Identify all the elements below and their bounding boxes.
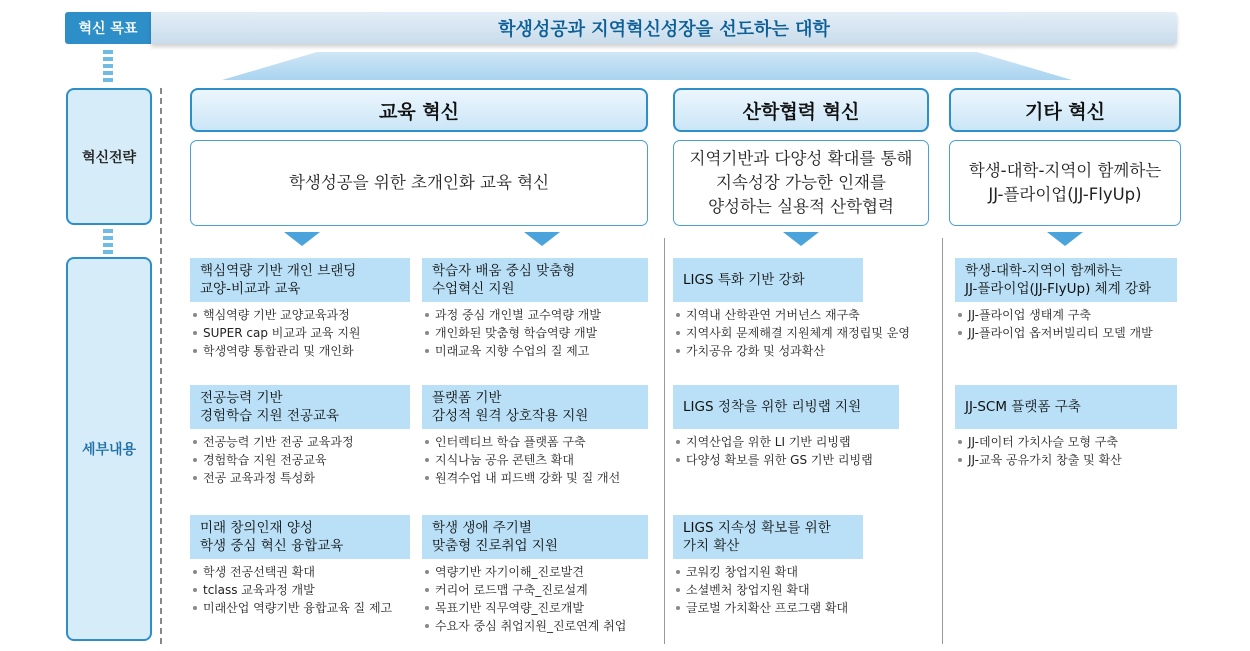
bullet: JJ-플라이업 옵저버빌리티 모델 개발 xyxy=(955,324,1177,342)
title-line: 플랫폼 기반 xyxy=(432,389,502,406)
bullet: 지역산업을 위한 LI 기반 리빙랩 xyxy=(673,433,929,451)
title-line: 경험학습 지원 전공교육 xyxy=(200,408,339,424)
strategy-line: 지역기반과 다양성 확대를 통해 xyxy=(689,149,913,169)
bullet: 커리어 로드맵 구축_진로설계 xyxy=(422,581,648,599)
down-arrow-icon xyxy=(284,232,320,246)
title-line: 전공능력 기반 xyxy=(200,389,283,406)
detail-item xyxy=(955,385,1177,469)
connector-dots xyxy=(103,50,115,85)
bullet: 지역내 산학관연 거버넌스 재구축 xyxy=(673,306,929,324)
detail-item xyxy=(673,515,929,617)
strategy-line: 지속성장 가능한 인재를 xyxy=(716,173,886,193)
detail-item xyxy=(190,515,410,617)
detail-item-bullets xyxy=(422,433,648,487)
detail-item-title xyxy=(955,385,1177,429)
divider xyxy=(942,238,943,644)
title-line: LIGS 특화 기반 강화 xyxy=(683,271,805,288)
title-line: 학생-대학-지역이 함께하는 xyxy=(965,262,1123,279)
title-line: 교양-비교과 교육 xyxy=(200,281,301,297)
title-line: JJ-SCM 플랫폼 구축 xyxy=(965,398,1081,415)
bullet: 소셜벤처 창업지원 확대 xyxy=(673,581,929,599)
header-other: 기타 혁신 xyxy=(949,88,1181,132)
detail-item xyxy=(673,385,929,469)
detail-item-title xyxy=(190,515,410,559)
detail-item-title xyxy=(422,515,648,559)
bullet: JJ-교육 공유가치 창출 및 확산 xyxy=(955,451,1177,469)
strategy-education xyxy=(190,140,648,226)
bullet: 가치공유 강화 및 성과확산 xyxy=(673,342,929,360)
detail-item xyxy=(955,258,1177,342)
bullet: 원격수업 내 피드백 강화 및 질 개선 xyxy=(422,469,648,487)
divider xyxy=(664,238,665,644)
down-arrow-icon xyxy=(783,232,819,246)
title-line: 가치 확산 xyxy=(683,538,740,554)
title-line: JJ-플라이업(JJ-FlyUp) 체계 강화 xyxy=(965,281,1152,297)
goal-fan-shape xyxy=(222,52,1072,80)
detail-item-title xyxy=(673,385,899,429)
title-line: 핵심역량 기반 개인 브랜딩 xyxy=(200,262,357,279)
bullet: tclass 교육과정 개발 xyxy=(190,581,410,599)
detail-item-bullets xyxy=(673,563,929,617)
strategy-line: 양성하는 실용적 산학협력 xyxy=(708,196,894,216)
strategy-line: 학생성공을 위한 초개인화 교육 혁신 xyxy=(288,173,550,193)
divider xyxy=(160,88,162,644)
title-line: 맞춤형 진로취업 지원 xyxy=(432,538,558,554)
bullet: 개인화된 맞춤형 학습역량 개발 xyxy=(422,324,648,342)
detail-item-bullets xyxy=(190,563,410,617)
detail-item xyxy=(673,258,929,360)
detail-item-title xyxy=(673,258,863,302)
detail-item-bullets xyxy=(422,306,648,360)
detail-item-bullets xyxy=(190,306,410,360)
title-line: 학생 중심 혁신 융합교육 xyxy=(200,538,344,554)
detail-item-bullets xyxy=(673,306,929,360)
side-label-strategy: 혁신전략 xyxy=(66,88,152,225)
bullet: JJ-데이터 가치사슬 모형 구축 xyxy=(955,433,1177,451)
bullet: 학생역량 통합관리 및 개인화 xyxy=(190,342,410,360)
detail-item-title xyxy=(673,515,863,559)
detail-item xyxy=(190,385,410,487)
strategy-industry xyxy=(673,140,929,226)
strategy-line: JJ-플라이업(JJ-FlyUp) xyxy=(988,185,1142,204)
bullet: 역량기반 자기이해_진로발견 xyxy=(422,563,648,581)
title-line: LIGS 정착을 위한 리빙랩 지원 xyxy=(683,398,862,415)
detail-item-bullets xyxy=(673,433,929,469)
detail-item xyxy=(422,515,648,635)
bullet: 과정 중심 개인별 교수역량 개발 xyxy=(422,306,648,324)
bullet: 핵심역량 기반 교양교육과정 xyxy=(190,306,410,324)
bullet: 다양성 확보를 위한 GS 기반 리빙랩 xyxy=(673,451,929,469)
detail-item-title xyxy=(422,385,648,429)
bullet: 코워킹 창업지원 확대 xyxy=(673,563,929,581)
bullet: 목표기반 직무역량_진로개발 xyxy=(422,599,648,617)
detail-item-bullets xyxy=(190,433,410,487)
bullet: 경험학습 지원 전공교육 xyxy=(190,451,410,469)
bullet: 전공능력 기반 전공 교육과정 xyxy=(190,433,410,451)
goal-tag: 혁신 목표 xyxy=(65,12,151,44)
detail-item-title xyxy=(190,258,410,302)
bullet: 지역사회 문제해결 지원체계 재정립및 운영 xyxy=(673,324,929,342)
title-line: 수업혁신 지원 xyxy=(432,281,515,297)
detail-item xyxy=(422,258,648,360)
bullet: 학생 전공선택권 확대 xyxy=(190,563,410,581)
side-label-detail: 세부내용 xyxy=(66,257,152,641)
bullet: 전공 교육과정 특성화 xyxy=(190,469,410,487)
bullet: 지식나눔 공유 콘텐츠 확대 xyxy=(422,451,648,469)
bullet: 미래교육 지향 수업의 질 제고 xyxy=(422,342,648,360)
detail-item xyxy=(190,258,410,360)
bullet: 미래산업 역량기반 융합교육 질 제고 xyxy=(190,599,410,617)
title-line: LIGS 지속성 확보를 위한 xyxy=(683,519,831,536)
detail-item xyxy=(422,385,648,487)
detail-item-title xyxy=(190,385,410,429)
down-arrow-icon xyxy=(1047,232,1083,246)
header-education: 교육 혁신 xyxy=(190,88,648,132)
bullet: 글로벌 가치확산 프로그램 확대 xyxy=(673,599,929,617)
bullet: 인터렉티브 학습 플랫폼 구축 xyxy=(422,433,648,451)
goal-title: 학생성공과 지역혁신성장을 선도하는 대학 xyxy=(151,12,1177,44)
detail-item-title xyxy=(955,258,1177,302)
detail-item-bullets xyxy=(955,433,1177,469)
strategy-other xyxy=(949,140,1181,226)
bullet: JJ-플라이업 생태계 구축 xyxy=(955,306,1177,324)
title-line: 미래 창의인재 양성 xyxy=(200,519,313,536)
detail-item-bullets xyxy=(422,563,648,635)
header-industry: 산학협력 혁신 xyxy=(673,88,929,132)
detail-item-title xyxy=(422,258,648,302)
title-line: 학생 생애 주기별 xyxy=(432,519,532,536)
down-arrow-icon xyxy=(524,232,560,246)
title-line: 학습자 배움 중심 맞춤형 xyxy=(432,262,576,279)
strategy-line: 학생-대학-지역이 함께하는 xyxy=(968,161,1162,181)
bullet: 수요자 중심 취업지원_진로연계 취업 xyxy=(422,617,648,635)
title-line: 감성적 원격 상호작용 지원 xyxy=(432,408,589,424)
bullet: SUPER cap 비교과 교육 지원 xyxy=(190,324,410,342)
detail-item-bullets xyxy=(955,306,1177,342)
connector-dots xyxy=(103,229,115,257)
